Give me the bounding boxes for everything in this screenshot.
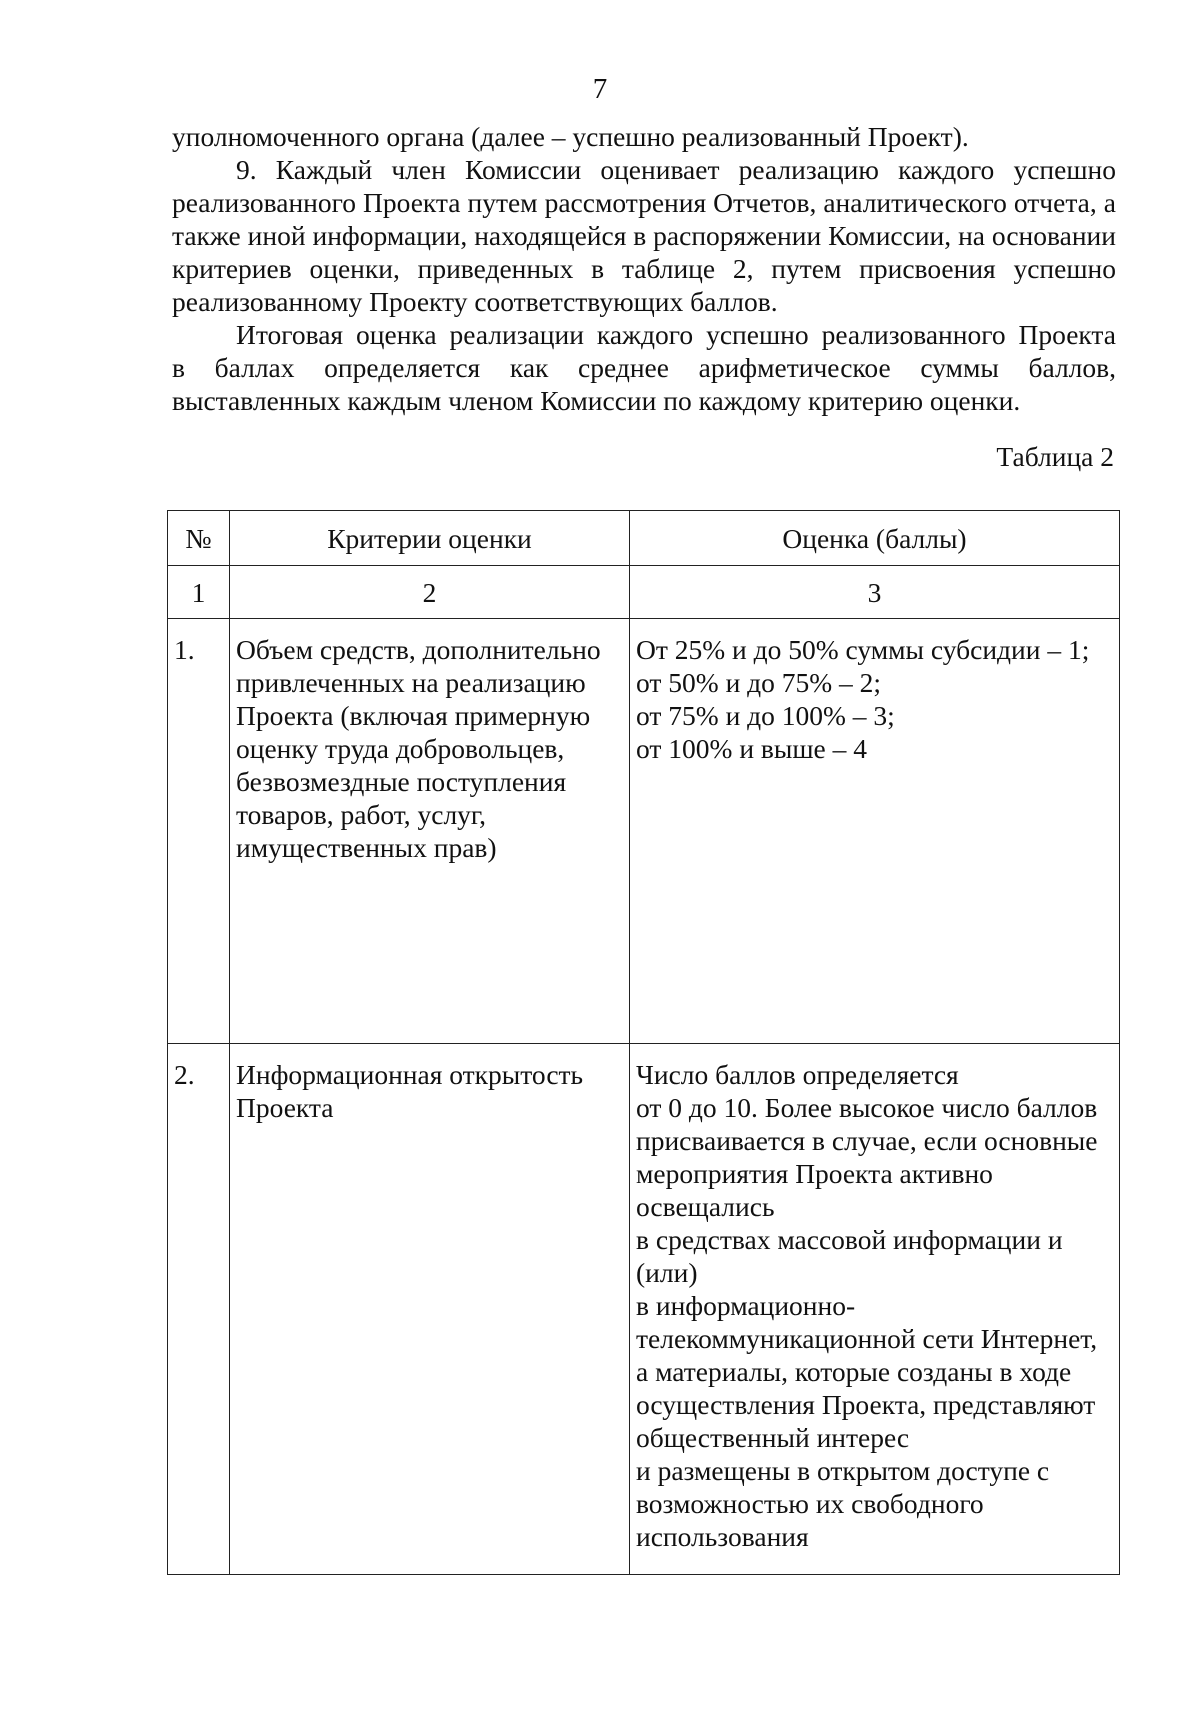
row-criterion: Объем средств, дополнительно привлеченных на реализацию Проекта (включая примерную оценку труда добровольцев, безвозмездные поступления товаров, работ, услуг, имущественных прав) bbox=[230, 619, 630, 1044]
table-caption: Таблица 2 bbox=[996, 441, 1114, 472]
table-header-row bbox=[168, 511, 1120, 566]
paragraph-9-first-line: 9. Каждый член Комиссии оценивает реализацию каждого успешно bbox=[236, 154, 1116, 185]
paragraph-final-score-first-line: Итоговая оценка реализации каждого успешно реализованного Проекта bbox=[236, 319, 1116, 350]
header-criteria: Критерии оценки bbox=[230, 511, 630, 566]
row-number: 2. bbox=[168, 1044, 230, 1575]
header-number: № bbox=[168, 511, 230, 566]
row-score: От 25% и до 50% суммы субсидии – 1; от 50% и до 75% – 2; от 75% и до 100% – 3; от 100% и выше – 4 bbox=[630, 619, 1120, 1044]
paragraph-9-body: реализованного Проекта путем рассмотрения Отчетов, аналитического отчета, а также иной информации, находящейся в распоряжении Комиссии, на основании критериев оценки, приведенных в таблице 2, путем присвоения успешно реализованному Проекту соответствующих баллов. bbox=[172, 187, 1116, 317]
paragraph-final-score-body: в баллах определяется как среднее арифметическое суммы баллов, выставленных каждым членом Комиссии по каждому критерию оценки. bbox=[172, 352, 1116, 416]
column-number-3: 3 bbox=[630, 566, 1120, 619]
column-numbers-row bbox=[168, 566, 1120, 619]
header-score: Оценка (баллы) bbox=[630, 511, 1120, 566]
paragraph-continuation: уполномоченного органа (далее – успешно реализованный Проект). bbox=[172, 121, 969, 152]
column-number-1: 1 bbox=[168, 566, 230, 619]
row-score: Число баллов определяется от 0 до 10. Более высокое число баллов присваивается в случае, если основные мероприятия Проекта активно освещались в средствах массовой информации и (или) в информационно-телекоммуникационной сети Интернет, а материалы, которые созданы в ходе осуществления Проекта, представляют общественный интерес и размещены в открытом доступе с возможностью их свободного использования bbox=[630, 1044, 1120, 1575]
page-number: 7 bbox=[592, 73, 608, 105]
row-number: 1. bbox=[168, 619, 230, 1044]
table-row bbox=[168, 619, 1120, 1044]
column-number-2: 2 bbox=[230, 566, 630, 619]
criteria-table bbox=[167, 510, 1120, 1575]
table-row bbox=[168, 1044, 1120, 1575]
row-criterion: Информационная открытость Проекта bbox=[230, 1044, 630, 1575]
